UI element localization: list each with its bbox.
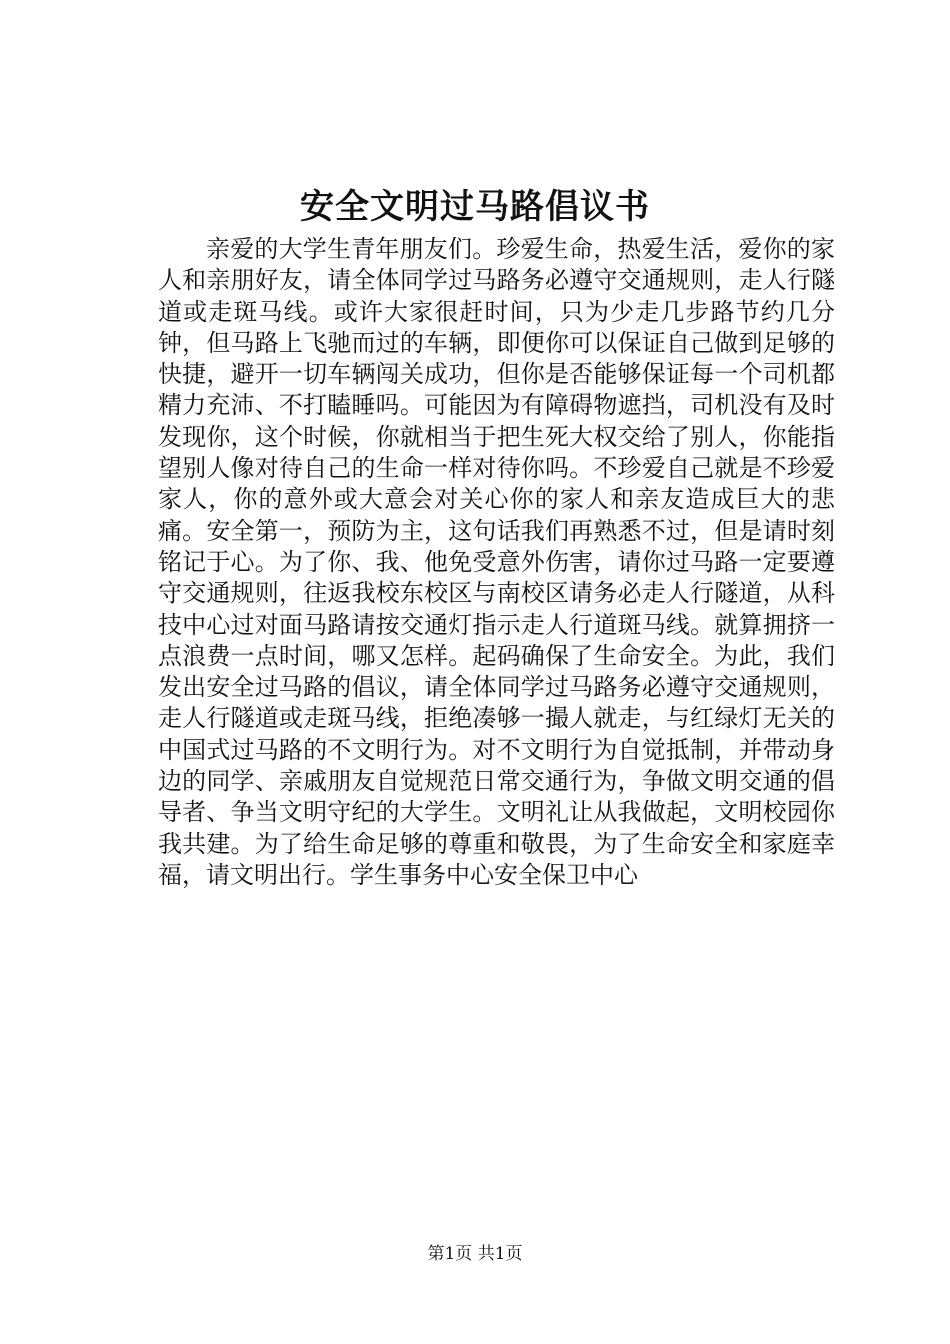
document-title: 安全文明过马路倡议书 (300, 187, 650, 227)
page-number-footer: 第1页 共1页 (427, 1244, 523, 1264)
document-body-paragraph: 亲爱的大学生青年朋友们。珍爱生命，热爱生活，爱你的家人和亲朋好友，请全体同学过马路务必遵守交通规则，走人行隧道或走斑马线。或许大家很赶时间，只为少走几步路节约几分钟，但马路上飞驰而过的车辆，即便你可以保证自己做到足够的快捷，避开一切车辆闯关成功，但你是否能够保证每一个司机都精力充沛、不打瞌睡吗。可能因为有障碍物遮挡，司机没有及时发现你，这个时候，你就相当于把生死大权交给了别人，你能指望别人像对待自己的生命一样对待你吗。不珍爱自己就是不珍爱家人，你的意外或大意会对关心你的家人和亲友造成巨大的悲痛。安全第一，预防为主，这句话我们再熟悉不过，但是请时刻铭记于心。为了你、我、他免受意外伤害，请你过马路一定要遵守交通规则，往返我校东校区与南校区请务必走人行隧道，从科技中心过对面马路请按交通灯指示走人行道斑马线。就算拥挤一点浪费一点时间，哪又怎样。起码确保了生命安全。为此，我们发出安全过马路的倡议，请全体同学过马路务必遵守交通规则，走人行隧道或走斑马线，拒绝凑够一撮人就走，与红绿灯无关的中国式过马路的不文明行为。对不文明行为自觉抵制，并带动身边的同学、亲戚朋友自觉规范日常交通行为，争做文明交通的倡导者、争当文明守纪的大学生。文明礼让从我做起，文明校园你我共建。为了给生命足够的尊重和敬畏，为了生命安全和家庭幸福，请文明出行。学生事务中心安全保卫中心 (158, 235, 835, 889)
